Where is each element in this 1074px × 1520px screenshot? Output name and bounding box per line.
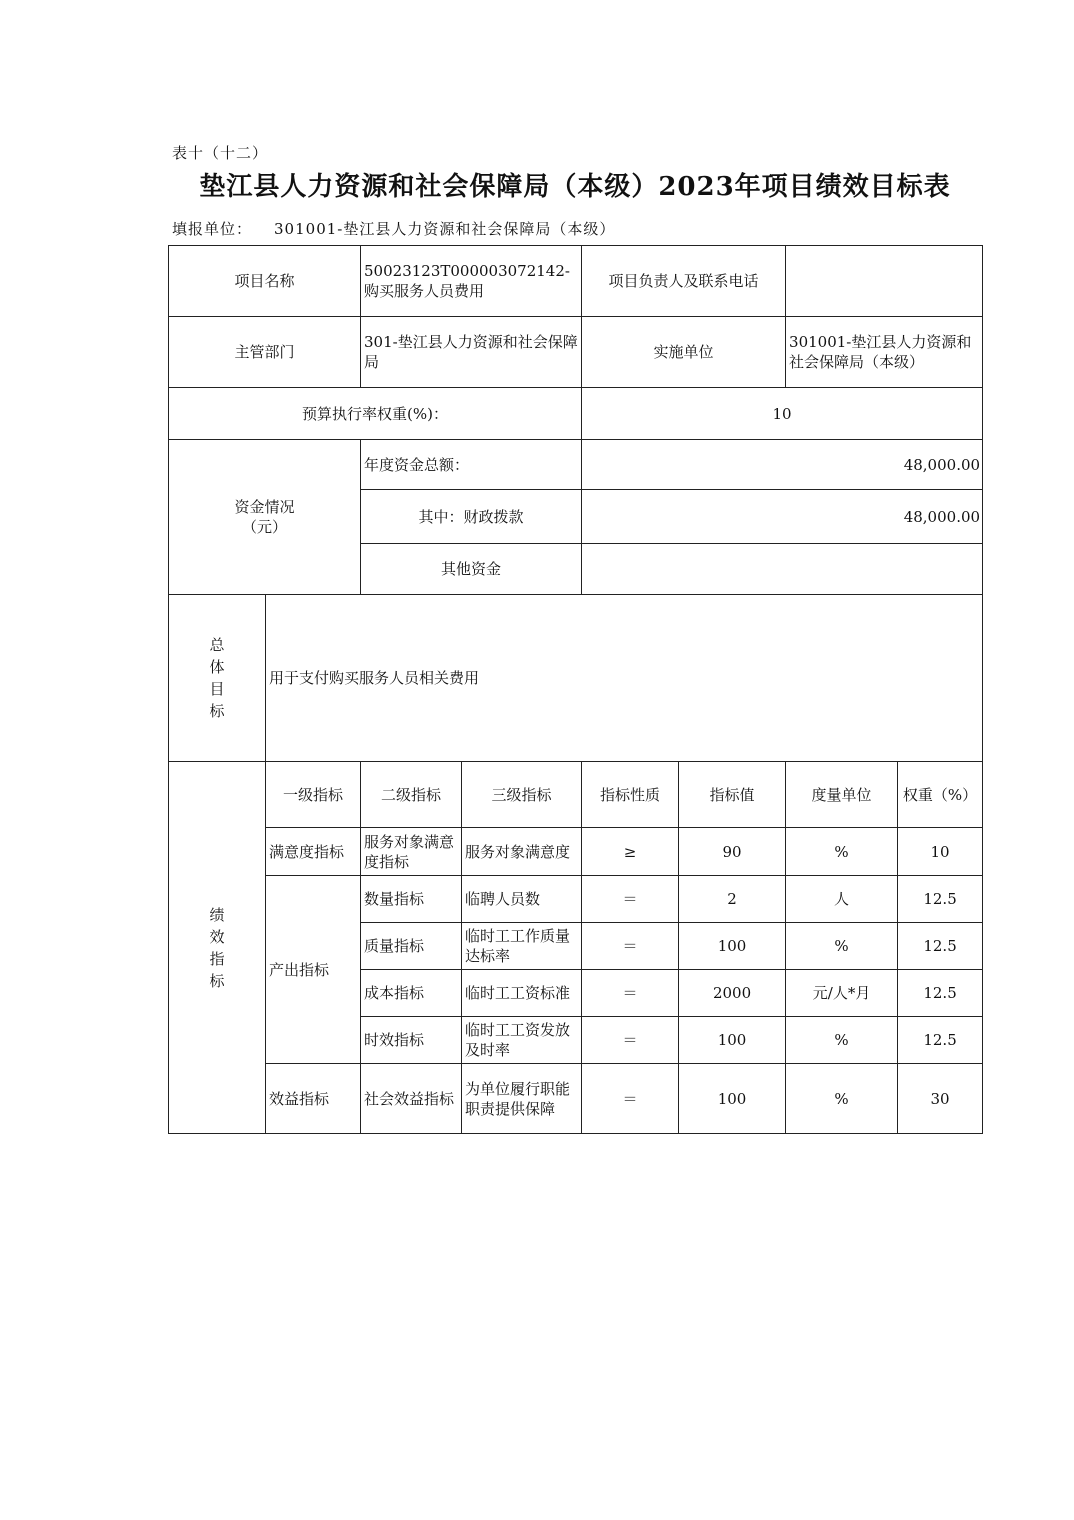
row-nature: ＝: [582, 876, 679, 923]
project-name-row: [169, 246, 983, 317]
row-weight: 12.5: [898, 876, 983, 923]
funds-total-value: 48,000.00: [582, 440, 983, 490]
funds-other-label: 其他资金: [361, 544, 582, 595]
row-unit: %: [786, 923, 898, 970]
reporting-unit-line: [172, 218, 615, 239]
department-value: 301-垫江县人力资源和社会保障局: [361, 317, 582, 388]
perf-indicator-label: [169, 762, 266, 1134]
project-name-label: 项目名称: [169, 246, 361, 317]
perf-header-row: [169, 762, 983, 828]
implementing-unit-label: 实施单位: [582, 317, 786, 388]
document-label: 表十（十二）: [172, 144, 269, 162]
table-row: [169, 876, 983, 923]
row-value: 90: [679, 828, 786, 876]
row-value: 2000: [679, 970, 786, 1017]
table-row: [169, 1064, 983, 1134]
row-nature: ＝: [582, 1017, 679, 1064]
row-level3: 为单位履行职能职责提供保障: [462, 1064, 582, 1134]
row-level3: 临时工工作质量达标率: [462, 923, 582, 970]
department-label: 主管部门: [169, 317, 361, 388]
project-contact-label: 项目负责人及联系电话: [582, 246, 786, 317]
funds-fiscal-label: 其中：财政拨款: [361, 490, 582, 544]
level1-satisfaction: 满意度指标: [266, 828, 361, 876]
funds-fiscal-value: 48,000.00: [582, 490, 983, 544]
row-level2: 成本指标: [361, 970, 462, 1017]
header-level2: 二级指标: [361, 762, 462, 828]
row-nature: ≥: [582, 828, 679, 876]
row-nature: ＝: [582, 1064, 679, 1134]
row-level2: 服务对象满意度指标: [361, 828, 462, 876]
row-weight: 12.5: [898, 970, 983, 1017]
overall-goal-label: [169, 595, 266, 762]
header-level1: 一级指标: [266, 762, 361, 828]
header-unit: 度量单位: [786, 762, 898, 828]
row-unit: %: [786, 828, 898, 876]
perf-indicator-label-text: 绩效指标: [209, 905, 225, 990]
row-unit: 元/人*月: [786, 970, 898, 1017]
header-value: 指标值: [679, 762, 786, 828]
row-level2: 质量指标: [361, 923, 462, 970]
overall-goal-text: 用于支付购买服务人员相关费用: [266, 595, 983, 762]
row-value: 100: [679, 1017, 786, 1064]
row-nature: ＝: [582, 970, 679, 1017]
row-unit: %: [786, 1064, 898, 1134]
row-unit: 人: [786, 876, 898, 923]
row-level3: 临聘人员数: [462, 876, 582, 923]
row-value: 100: [679, 1064, 786, 1134]
row-weight: 10: [898, 828, 983, 876]
row-unit: %: [786, 1017, 898, 1064]
row-level2: 数量指标: [361, 876, 462, 923]
department-row: [169, 317, 983, 388]
level1-benefit: 效益指标: [266, 1064, 361, 1134]
budget-rate-value: 10: [582, 388, 983, 440]
level1-output: 产出指标: [266, 876, 361, 1064]
row-value: 100: [679, 923, 786, 970]
row-level3: 临时工工资发放及时率: [462, 1017, 582, 1064]
row-level2: 社会效益指标: [361, 1064, 462, 1134]
row-weight: 12.5: [898, 923, 983, 970]
project-name-value: 50023123T000003072142-购买服务人员费用: [361, 246, 582, 317]
performance-target-table: [168, 245, 983, 1134]
table-row: [169, 828, 983, 876]
row-level2: 时效指标: [361, 1017, 462, 1064]
reporting-unit-value: 301001-垫江县人力资源和社会保障局（本级）: [274, 220, 616, 238]
row-level3: 临时工工资标准: [462, 970, 582, 1017]
row-nature: ＝: [582, 923, 679, 970]
row-level3: 服务对象满意度: [462, 828, 582, 876]
funds-label: [169, 440, 361, 595]
funds-total-label: 年度资金总额：: [361, 440, 582, 490]
project-contact-value: [786, 246, 983, 317]
budget-rate-label: 预算执行率权重(%)：: [169, 388, 582, 440]
budget-rate-row: [169, 388, 983, 440]
row-value: 2: [679, 876, 786, 923]
row-weight: 30: [898, 1064, 983, 1134]
row-weight: 12.5: [898, 1017, 983, 1064]
header-weight: 权重（%）: [898, 762, 983, 828]
funds-label-line2: （元）: [242, 518, 288, 536]
implementing-unit-value: 301001-垫江县人力资源和社会保障局（本级）: [786, 317, 983, 388]
header-nature: 指标性质: [582, 762, 679, 828]
overall-goal-label-text: 总体目标: [209, 636, 225, 720]
funds-other-value: [582, 544, 983, 595]
funds-label-line1: 资金情况: [234, 498, 295, 516]
header-level3: 三级指标: [462, 762, 582, 828]
document-title: 垫江县人力资源和社会保障局（本级）2023年项目绩效目标表: [199, 172, 951, 202]
overall-goal-row: [169, 595, 983, 762]
funds-total-row: [169, 440, 983, 490]
reporting-unit-label: 填报单位：: [172, 220, 253, 238]
